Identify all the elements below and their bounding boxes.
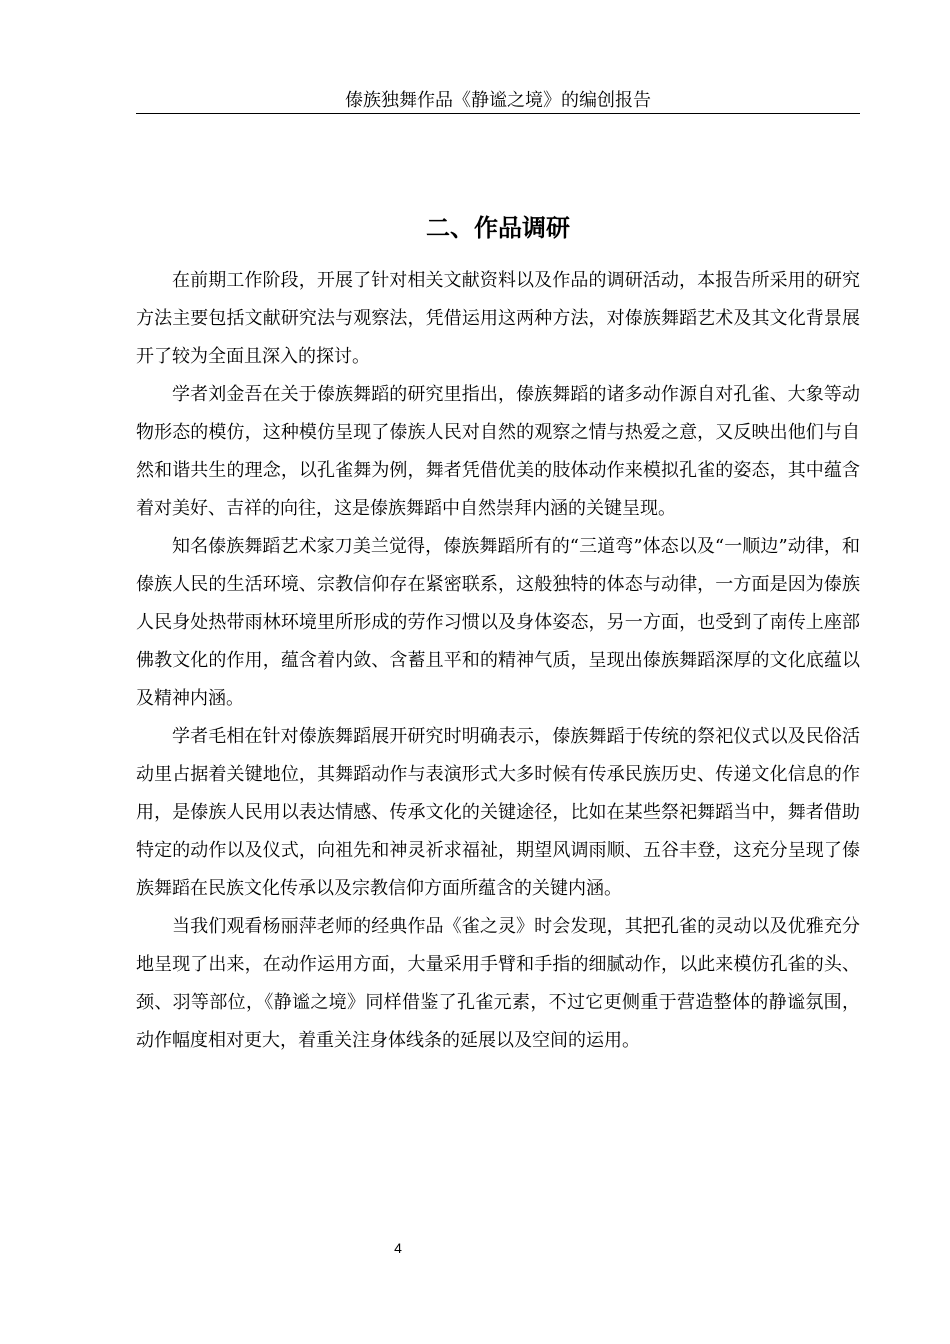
paragraph-1: 在前期工作阶段，开展了针对相关文献资料以及作品的调研活动，本报告所采用的研究方法主要包括文献研究法与观察法，凭借运用这两种方法，对傣族舞蹈艺术及其文化背景展开了较为全面且深入的探讨。 [136,270,860,367]
paragraph-5: 当我们观看杨丽萍老师的经典作品《雀之灵》时会发现，其把孔雀的灵动以及优雅充分地呈现了出来，在动作运用方面，大量采用手臂和手指的细腻动作，以此来模仿孔雀的头、颈、羽等部位，《静谧之境》同样借鉴了孔雀元素，不过它更侧重于营造整体的静谧氛围，动作幅度相对更大，着重关注身体线条的延展以及空间的运用。 [136,916,860,1051]
paragraph-2: 学者刘金吾在关于傣族舞蹈的研究里指出，傣族舞蹈的诸多动作源自对孔雀、大象等动物形态的模仿，这种模仿呈现了傣族人民对自然的观察之情与热爱之意，又反映出他们与自然和谐共生的理念，以孔雀舞为例，舞者凭借优美的肢体动作来模拟孔雀的姿态，其中蕴含着对美好、吉祥的向往，这是傣族舞蹈中自然崇拜内涵的关键呈现。 [136,384,860,519]
section-title: 二、作品调研 [426,214,570,242]
header-rule [136,113,860,114]
page-number: 4 [394,1240,402,1256]
running-header: 傣族独舞作品《静谧之境》的编创报告 [345,90,651,111]
paragraph-4: 学者毛相在针对傣族舞蹈展开研究时明确表示，傣族舞蹈于传统的祭祀仪式以及民俗活动里占据着关键地位，其舞蹈动作与表演形式大多时候有传承民族历史、传递文化信息的作用，是傣族人民用以表达情感、传承文化的关键途径，比如在某些祭祀舞蹈当中，舞者借助特定的动作以及仪式，向祖先和神灵祈求福祉，期望风调雨顺、五谷丰登，这充分呈现了傣族舞蹈在民族文化传承以及宗教信仰方面所蕴含的关键内涵。 [136,726,860,899]
paragraph-3: 知名傣族舞蹈艺术家刀美兰觉得，傣族舞蹈所有的“三道弯”体态以及“一顺边”动律，和傣族人民的生活环境、宗教信仰存在紧密联系，这般独特的体态与动律，一方面是因为傣族人民身处热带雨林环境里所形成的劳作习惯以及身体姿态，另一方面，也受到了南传上座部佛教文化的作用，蕴含着内敛、含蓄且平和的精神气质，呈现出傣族舞蹈深厚的文化底蕴以及精神内涵。 [136,536,860,709]
body-text [136,262,860,1060]
